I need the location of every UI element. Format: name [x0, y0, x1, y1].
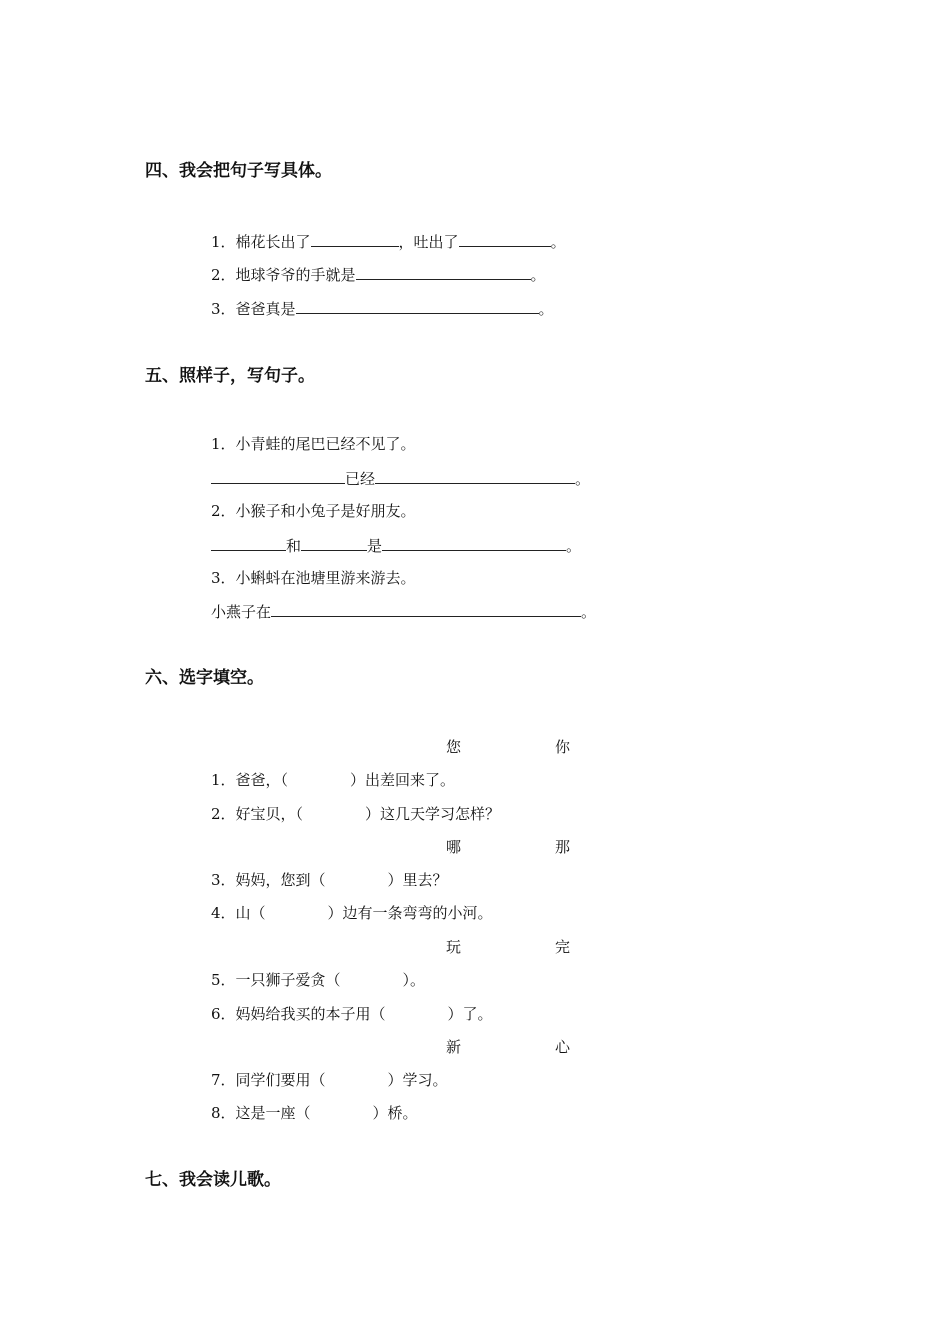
s5-answer-3 — [211, 601, 596, 622]
s4-item-2 — [211, 264, 546, 285]
s5-example-1: 1．小青蛙的尾巴已经不见了。 — [211, 435, 416, 453]
s5-answer-2-end: 。 — [566, 537, 582, 555]
s6-item-1-post: ）出差回来了。 — [350, 771, 456, 789]
s6-item-7 — [211, 1070, 448, 1090]
s6-item-1 — [211, 770, 455, 790]
s4-item-1-label: 1．棉花长出了 — [211, 233, 311, 251]
s6-item-2-post: ）这几天学习怎样？ — [365, 805, 501, 823]
option-char: 完 — [555, 938, 571, 956]
s5-answer-1 — [211, 468, 590, 489]
s6-item-3-post: ）里去？ — [387, 871, 448, 889]
section-heading-7: 七、我会读儿歌。 — [145, 1170, 281, 1190]
option-char: 心 — [555, 1038, 571, 1056]
section-heading-5: 五、照样子，写句子。 — [145, 366, 315, 386]
s6-item-2 — [211, 804, 500, 824]
section-heading-4: 四、我会把句子写具体。 — [145, 161, 332, 181]
answer-blank[interactable] — [375, 468, 575, 484]
s5-answer-2-b: 是 — [367, 537, 383, 555]
s6-item-2-pre: 2．好宝贝，（ — [211, 805, 304, 823]
s5-answer-3-end: 。 — [581, 603, 597, 621]
s6-item-6 — [211, 1004, 493, 1024]
s6-item-4 — [211, 903, 493, 923]
section-heading-6: 六、选字填空。 — [145, 668, 264, 688]
s6-item-6-post: ）了。 — [447, 1005, 493, 1023]
s5-answer-1-end: 。 — [575, 470, 591, 488]
option-char: 你 — [555, 738, 571, 756]
s6-item-5-post: ）。 — [402, 971, 426, 989]
s5-answer-2-a: 和 — [286, 537, 302, 555]
answer-blank[interactable] — [211, 535, 286, 551]
answer-blank[interactable] — [356, 264, 531, 280]
s6-item-3 — [211, 870, 448, 890]
answer-blank[interactable] — [382, 535, 566, 551]
s5-answer-3-prefix: 小燕子在 — [211, 603, 272, 621]
answer-blank[interactable] — [301, 535, 367, 551]
s6-item-3-pre: 3．妈妈，您到（ — [211, 871, 326, 889]
s6-item-6-pre: 6．妈妈给我买的本子用（ — [211, 1005, 386, 1023]
s6-item-8-post: ）桥。 — [372, 1104, 418, 1122]
s4-item-3-end: 。 — [538, 300, 554, 318]
s6-item-5-pre: 5．一只狮子爱贪（ — [211, 971, 341, 989]
s6-item-7-post: ）学习。 — [387, 1071, 448, 1089]
s4-item-3-label: 3．爸爸真是 — [211, 300, 296, 318]
answer-blank[interactable] — [296, 298, 539, 314]
s6-item-5 — [211, 970, 425, 990]
s6-item-4-post: ）边有一条弯弯的小河。 — [327, 904, 493, 922]
answer-blank[interactable] — [211, 468, 345, 484]
s5-answer-1-a: 已经 — [345, 470, 376, 488]
s4-item-2-end: 。 — [530, 266, 546, 284]
s4-item-1-end: 。 — [550, 233, 566, 251]
option-char: 哪 — [446, 838, 462, 856]
s6-item-7-pre: 7．同学们要用（ — [211, 1071, 326, 1089]
option-char: 新 — [446, 1038, 462, 1056]
answer-blank[interactable] — [459, 231, 551, 247]
s6-item-4-pre: 4．山（ — [211, 904, 266, 922]
option-char: 玩 — [446, 938, 462, 956]
s6-item-8-pre: 8．这是一座（ — [211, 1104, 311, 1122]
s5-example-2: 2．小猴子和小兔子是好朋友。 — [211, 502, 416, 520]
s5-example-3: 3．小蝌蚪在池塘里游来游去。 — [211, 569, 416, 587]
option-char: 那 — [555, 838, 571, 856]
s5-answer-2 — [211, 535, 581, 556]
s4-item-1-mid: ，吐出了 — [398, 233, 459, 251]
answer-blank[interactable] — [311, 231, 399, 247]
s4-item-3 — [211, 298, 554, 319]
s4-item-2-label: 2．地球爷爷的手就是 — [211, 266, 356, 284]
s4-item-1 — [211, 231, 566, 252]
s6-item-1-pre: 1．爸爸，（ — [211, 771, 289, 789]
s6-item-8 — [211, 1103, 418, 1123]
option-char: 您 — [446, 738, 462, 756]
answer-blank[interactable] — [271, 601, 581, 617]
